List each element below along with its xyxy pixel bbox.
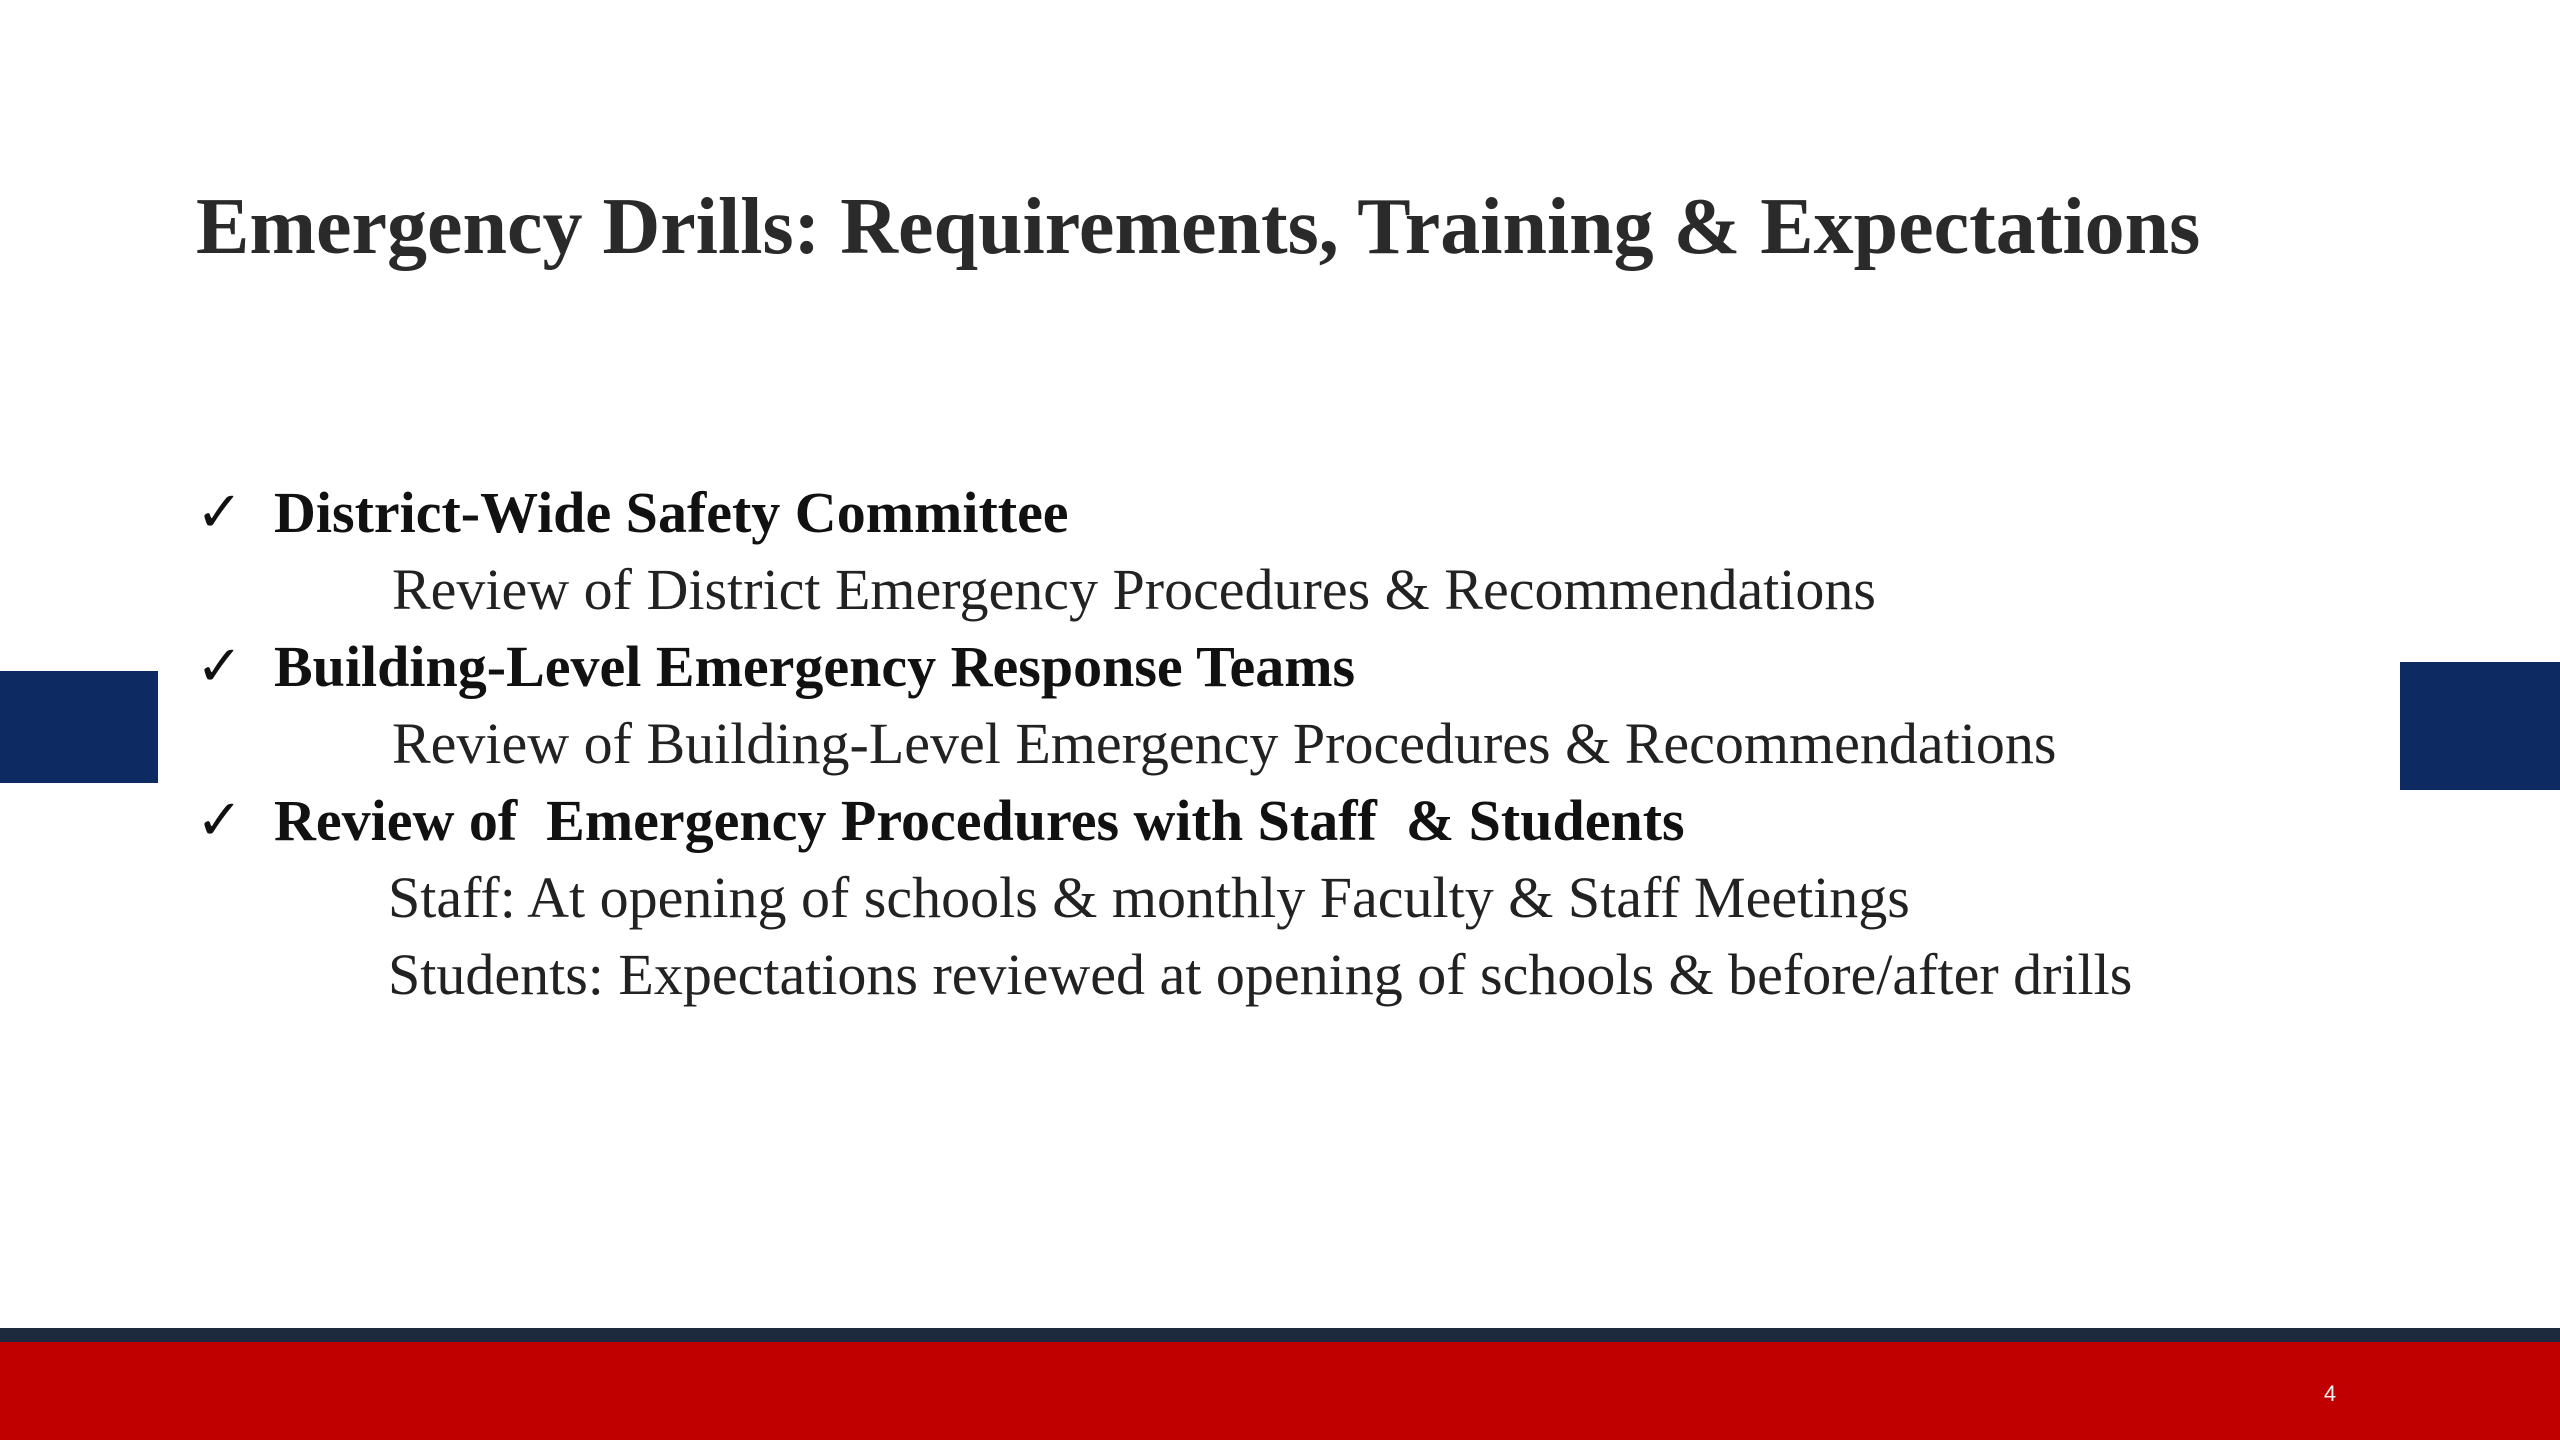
bullet-subtext: Review of Building-Level Emergency Procedures & Recommendations (392, 711, 2057, 776)
bullet-heading: Review of Emergency Procedures with Staff & Students (274, 788, 1685, 853)
bullet-item (196, 782, 2396, 1013)
footer-bar (0, 1342, 2560, 1440)
checkmark-icon: ✓ (196, 788, 243, 853)
bullet-item (196, 628, 2396, 782)
page-number: 4 (2323, 1381, 2337, 1406)
footer-divider (0, 1328, 2560, 1342)
checkmark-icon: ✓ (196, 634, 243, 699)
left-accent-block (0, 671, 158, 783)
slide-title: Emergency Drills: Requirements, Training & Expectations (196, 183, 2201, 271)
right-accent-block (2400, 662, 2560, 790)
checkmark-icon: ✓ (196, 480, 243, 545)
bullet-subtext: Staff: At opening of schools & monthly Faculty & Staff Meetings (388, 865, 1910, 930)
bullet-subtext: Students: Expectations reviewed at opening of schools & before/after drills (388, 942, 2133, 1007)
bullet-item (196, 474, 2396, 628)
bullet-list (196, 474, 2396, 1013)
bullet-heading: District-Wide Safety Committee (274, 480, 1069, 545)
bullet-heading: Building-Level Emergency Response Teams (274, 634, 1356, 699)
bullet-subtext: Review of District Emergency Procedures & Recommendations (392, 557, 1876, 622)
